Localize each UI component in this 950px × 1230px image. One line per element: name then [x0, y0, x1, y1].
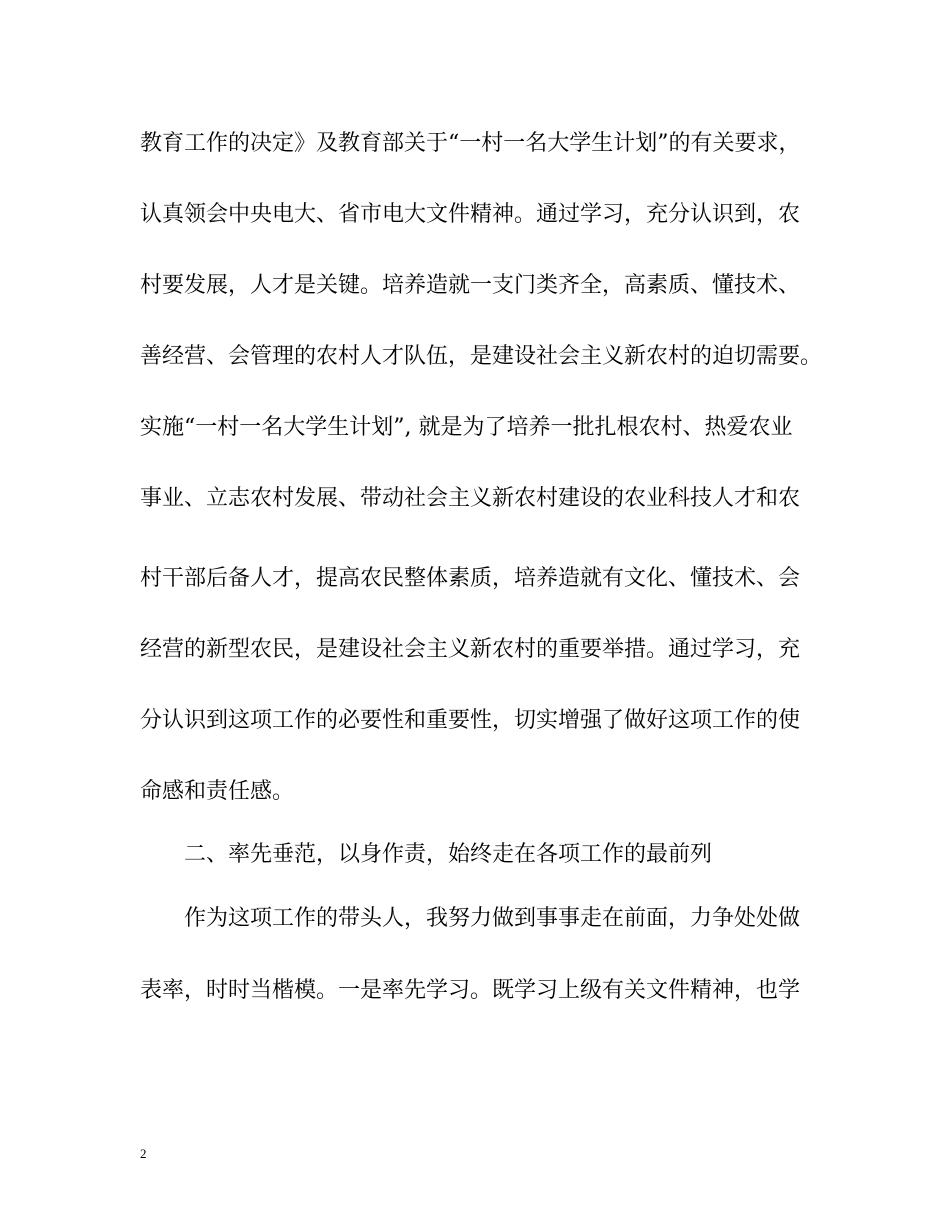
body-text-line: 教育工作的决定》及教育部关于“一村一名大学生计划”的有关要求， [140, 131, 801, 156]
body-text-line: 经营的新型农民，是建设社会主义新农村的重要举措。通过学习，充 [140, 637, 801, 662]
body-text-line: 村要发展，人才是关键。培养造就一支门类齐全，高素质、懂技术、 [140, 273, 801, 298]
body-text-line: 善经营、会管理的农村人才队伍，是建设社会主义新农村的迫切需要。 [140, 344, 823, 369]
body-text-line: 认真领会中央电大、省市电大文件精神。通过学习，充分认识到，农 [140, 202, 801, 227]
body-text-line: 事业、立志农村发展、带动社会主义新农村建设的农业科技人才和农 [140, 486, 801, 511]
body-text-line: 表率，时时当楷模。一是率先学习。既学习上级有关文件精神，也学 [140, 978, 801, 1003]
body-text-line: 作为这项工作的带头人，我努力做到事事走在前面，力争处处做 [184, 906, 801, 931]
body-text-line: 命感和责任感。 [140, 779, 295, 804]
body-text-line: 村干部后备人才，提高农民整体素质，培养造就有文化、懂技术、会 [140, 566, 801, 591]
section-heading: 二、率先垂范，以身作责，始终走在各项工作的最前列 [184, 842, 713, 867]
page-number: 2 [140, 1146, 147, 1161]
body-text-line: 分认识到这项工作的必要性和重要性，切实增强了做好这项工作的使 [140, 708, 801, 733]
body-text-line: 实施“一村一名大学生计划”, 就是为了培养一批扎根农村、热爱农业 [140, 415, 793, 440]
